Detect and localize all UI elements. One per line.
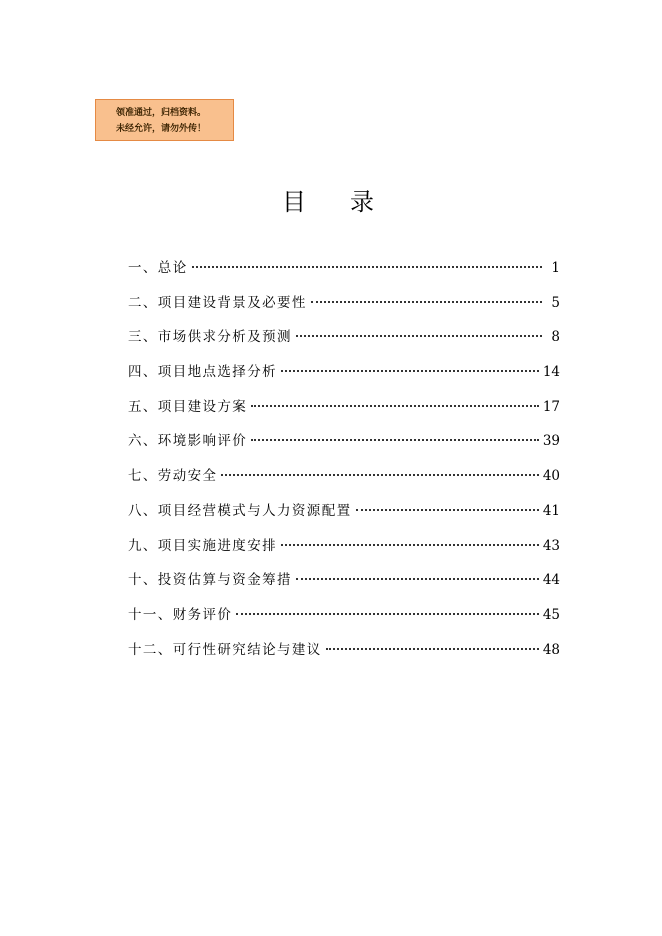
toc-entry[interactable]	[128, 534, 560, 569]
toc-entry-page: 17	[542, 398, 560, 415]
toc-entry-page: 39	[542, 433, 560, 450]
toc-entry[interactable]	[128, 638, 560, 673]
toc-entry[interactable]	[128, 603, 560, 638]
toc-entry[interactable]	[128, 325, 560, 360]
toc-entry-label: 九、项目实施进度安排	[128, 537, 277, 554]
toc-entry-page: 41	[542, 502, 560, 519]
dot-leader	[281, 357, 539, 373]
watermark-stamp	[95, 99, 234, 141]
dot-leader	[296, 322, 542, 338]
dot-leader	[281, 530, 539, 546]
toc-entry-page: 43	[542, 537, 560, 554]
dot-leader	[356, 495, 539, 511]
dot-leader	[326, 634, 539, 650]
toc-entry-label: 八、项目经营模式与人力资源配置	[128, 502, 352, 519]
toc-entry-page: 1	[551, 260, 560, 276]
toc-entry-page: 40	[542, 468, 560, 485]
toc-entry-label: 三、市场供求分析及预测	[128, 329, 292, 346]
toc-entry-label: 七、劳动安全	[128, 468, 218, 485]
toc-entry-page: 5	[551, 294, 560, 311]
toc-entry-page: 44	[542, 572, 560, 589]
toc-entry-label: 六、环境影响评价	[128, 433, 248, 450]
stamp-line-1: 领准通过，归档资料。	[116, 108, 207, 118]
toc-entry-label: 十二、可行性研究结论与建议	[128, 641, 322, 658]
toc-entry-page: 14	[542, 364, 560, 381]
toc-entry-label: 二、项目建设背景及必要性	[128, 294, 307, 311]
toc-entry-label: 四、项目地点选择分析	[128, 364, 277, 381]
toc-entry-label: 十一、财务评价	[128, 606, 233, 623]
table-of-contents	[128, 256, 560, 672]
dot-leader	[221, 461, 538, 477]
toc-entry[interactable]	[128, 256, 560, 291]
toc-entry[interactable]	[128, 291, 560, 326]
page-title: 目录	[282, 188, 418, 216]
toc-entry[interactable]	[128, 429, 560, 464]
toc-entry[interactable]	[128, 360, 560, 395]
toc-entry-label: 一、总论	[128, 260, 188, 276]
dot-leader	[251, 426, 539, 442]
toc-entry-page: 48	[542, 641, 560, 658]
toc-entry-label: 五、项目建设方案	[128, 398, 248, 415]
toc-entry-label: 十、投资估算与资金筹措	[128, 572, 292, 589]
toc-entry[interactable]	[128, 395, 560, 430]
toc-entry-page: 8	[551, 329, 560, 346]
dot-leader	[236, 599, 539, 615]
dot-leader	[296, 565, 539, 581]
dot-leader	[251, 391, 539, 407]
toc-entry-page: 45	[542, 606, 560, 623]
toc-entry[interactable]	[128, 568, 560, 603]
stamp-line-2: 未经允许，请勿外传！	[116, 124, 207, 134]
toc-entry[interactable]	[128, 499, 560, 534]
dot-leader	[311, 287, 542, 303]
dot-leader	[192, 253, 542, 269]
toc-entry[interactable]	[128, 464, 560, 499]
